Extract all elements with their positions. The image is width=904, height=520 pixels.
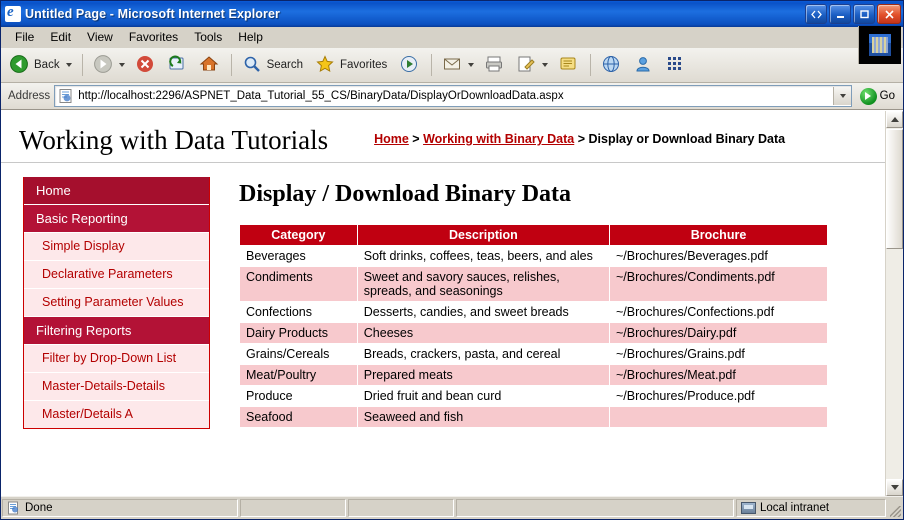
table-row	[240, 344, 828, 365]
cell-description: Soft drinks, coffees, teas, beers, and ales	[357, 246, 609, 267]
cell-category: Condiments	[240, 267, 358, 302]
mail-dropdown-icon[interactable]	[468, 63, 474, 67]
menu-tools[interactable]	[186, 28, 230, 46]
scroll-up-button[interactable]	[886, 111, 903, 128]
title-bar	[1, 1, 903, 27]
menu-file[interactable]	[7, 28, 42, 46]
breadcrumb-section-link[interactable]: Working with Binary Data	[423, 132, 575, 146]
stop-icon	[135, 54, 157, 76]
status-message	[2, 499, 238, 517]
search-button[interactable]	[238, 51, 309, 79]
sidebar-item-filtering-reports[interactable]	[24, 316, 209, 344]
sidebar-item-home-label: Home	[36, 183, 71, 198]
sidebar-item-master-details-a[interactable]	[24, 400, 209, 428]
table-row	[240, 386, 828, 407]
menu-tools-label: Tools	[194, 30, 223, 44]
menu-favorites[interactable]	[121, 28, 186, 46]
messenger-status-button[interactable]	[629, 51, 659, 79]
site-navigation	[23, 177, 210, 429]
binary-data-table	[239, 224, 828, 428]
status-segment-4	[456, 499, 734, 517]
cell-description: Prepared meats	[357, 365, 609, 386]
address-label: Address	[8, 90, 51, 102]
go-icon	[860, 88, 877, 105]
menu-view[interactable]	[79, 28, 121, 46]
edit-page-icon	[516, 54, 538, 76]
scroll-down-button[interactable]	[886, 479, 903, 496]
mail-icon	[442, 54, 464, 76]
resize-grip[interactable]	[887, 497, 903, 519]
chevron-up-icon	[891, 117, 899, 122]
favorites-button[interactable]	[311, 51, 393, 79]
ie-page-icon	[5, 6, 21, 22]
menu-edit-label: Edit	[50, 30, 72, 44]
sidebar-item-filter-by-drop-down-list-label: Filter by Drop-Down List	[42, 351, 177, 365]
cell-category: Produce	[240, 386, 358, 407]
column-header-brochure: Brochure	[609, 225, 827, 246]
sidebar-item-setting-parameter-values[interactable]	[24, 288, 209, 316]
cell-brochure: ~/Brochures/Produce.pdf	[609, 386, 827, 407]
menu-favorites-label: Favorites	[128, 30, 179, 44]
cell-description: Seaweed and fish	[357, 407, 609, 428]
cell-brochure: ~/Brochures/Meat.pdf	[609, 365, 827, 386]
messenger-button[interactable]	[597, 51, 627, 79]
menu-bar	[1, 27, 903, 48]
cell-category: Dairy Products	[240, 323, 358, 344]
refresh-icon	[167, 54, 189, 76]
address-input[interactable]	[54, 85, 851, 107]
menu-edit[interactable]	[42, 28, 79, 46]
research-button[interactable]	[661, 51, 691, 79]
back-dropdown-icon[interactable]	[66, 63, 72, 67]
window-controls	[805, 4, 901, 24]
cell-description: Desserts, candies, and sweet breads	[357, 302, 609, 323]
sidebar-item-simple-display[interactable]	[24, 232, 209, 260]
table-row	[240, 407, 828, 428]
media-button[interactable]	[395, 51, 425, 79]
go-label: Go	[879, 90, 895, 102]
favorites-label: Favorites	[340, 59, 388, 71]
refresh-button[interactable]	[163, 51, 193, 79]
browser-viewport	[1, 110, 903, 496]
menu-help-label: Help	[238, 30, 263, 44]
forward-arrow-icon	[93, 54, 115, 76]
sidebar-item-filtering-reports-label: Filtering Reports	[36, 323, 132, 338]
notes-icon	[558, 54, 580, 76]
cell-description: Dried fruit and bean curd	[357, 386, 609, 407]
cell-brochure: ~/Brochures/Confections.pdf	[609, 302, 827, 323]
status-zone-text: Local intranet	[760, 502, 830, 514]
star-icon	[315, 54, 337, 76]
page-icon	[58, 88, 74, 104]
status-zone	[736, 499, 886, 517]
sidebar-item-declarative-parameters-label: Declarative Parameters	[42, 267, 173, 281]
sidebar-item-setting-parameter-values-label: Setting Parameter Values	[42, 295, 184, 309]
cell-brochure	[609, 407, 827, 428]
restore-group-button[interactable]	[805, 4, 827, 24]
home-button[interactable]	[195, 51, 225, 79]
printer-icon	[484, 54, 506, 76]
sidebar-item-home[interactable]	[24, 177, 209, 204]
page-header	[1, 111, 885, 163]
sidebar-item-master-details-details-label: Master-Details-Details	[42, 379, 165, 393]
toolbar	[1, 48, 903, 83]
sidebar	[1, 163, 201, 429]
chevron-down-icon	[891, 485, 899, 490]
close-button[interactable]	[877, 4, 901, 24]
mail-button[interactable]	[438, 51, 478, 79]
cell-category: Seafood	[240, 407, 358, 428]
address-dropdown-button[interactable]	[833, 87, 851, 105]
page-done-icon	[7, 501, 21, 515]
table-row	[240, 323, 828, 344]
print-button[interactable]	[480, 51, 510, 79]
table-row	[240, 267, 828, 302]
brand-logo	[858, 26, 901, 64]
discuss-button[interactable]	[554, 51, 584, 79]
status-bar	[1, 496, 903, 519]
minimize-button[interactable]	[829, 4, 851, 24]
cell-category: Meat/Poultry	[240, 365, 358, 386]
column-header-category: Category	[240, 225, 358, 246]
maximize-button[interactable]	[853, 4, 875, 24]
grid-icon	[665, 54, 687, 76]
sidebar-item-basic-reporting-label: Basic Reporting	[36, 211, 128, 226]
cell-brochure: ~/Brochures/Beverages.pdf	[609, 246, 827, 267]
cell-brochure: ~/Brochures/Dairy.pdf	[609, 323, 827, 344]
scrollbar-track[interactable]	[886, 249, 903, 479]
media-icon	[399, 54, 421, 76]
scrollbar-thumb[interactable]	[886, 129, 903, 249]
cell-category: Grains/Cereals	[240, 344, 358, 365]
address-url-text: http://localhost:2296/ASPNET_Data_Tutorial_55_CS/BinaryData/DisplayOrDownloadData.aspx	[78, 90, 564, 102]
cell-category: Confections	[240, 302, 358, 323]
breadcrumb-home-link[interactable]: Home	[374, 132, 409, 146]
sidebar-item-declarative-parameters[interactable]	[24, 260, 209, 288]
search-label: Search	[266, 59, 304, 71]
status-segment-3	[348, 499, 454, 517]
table-row	[240, 302, 828, 323]
breadcrumb	[374, 121, 785, 148]
page-title: Display / Download Binary Data	[239, 181, 572, 207]
back-label: Back	[34, 59, 60, 71]
network-icon	[741, 502, 756, 514]
status-segment-2	[240, 499, 346, 517]
forward-button[interactable]	[89, 51, 129, 79]
menu-help[interactable]	[230, 28, 271, 46]
status-message-text: Done	[25, 502, 53, 514]
address-bar	[1, 83, 903, 110]
cell-description: Cheeses	[357, 323, 609, 344]
main-content	[201, 163, 885, 429]
edit-button[interactable]	[512, 51, 552, 79]
table-row	[240, 365, 828, 386]
search-icon	[242, 54, 264, 76]
home-icon	[199, 54, 221, 76]
column-header-description: Description	[357, 225, 609, 246]
stop-button[interactable]	[131, 51, 161, 79]
table-row	[240, 246, 828, 267]
breadcrumb-sep-1: >	[408, 132, 424, 146]
sidebar-item-master-details-details[interactable]	[24, 372, 209, 400]
page-body	[1, 163, 885, 429]
table-header-row	[240, 225, 828, 246]
back-arrow-icon	[9, 54, 31, 76]
cell-category: Beverages	[240, 246, 358, 267]
cell-description: Breads, crackers, pasta, and cereal	[357, 344, 609, 365]
edit-dropdown-icon[interactable]	[542, 63, 548, 67]
menu-view-label: View	[87, 30, 113, 44]
cell-brochure: ~/Brochures/Grains.pdf	[609, 344, 827, 365]
breadcrumb-current: Display or Download Binary Data	[588, 132, 786, 146]
breadcrumb-sep-2: >	[574, 132, 589, 146]
site-title: Working with Data Tutorials	[19, 125, 329, 155]
cell-brochure: ~/Brochures/Condiments.pdf	[609, 267, 827, 302]
go-button[interactable]	[856, 88, 899, 105]
back-button[interactable]	[5, 51, 76, 79]
globe-icon	[601, 54, 623, 76]
person-icon	[633, 54, 655, 76]
sidebar-item-filter-by-drop-down-list[interactable]	[24, 344, 209, 372]
sidebar-item-simple-display-label: Simple Display	[42, 239, 125, 253]
menu-file-label: File	[15, 30, 35, 44]
web-page	[1, 111, 885, 496]
forward-dropdown-icon[interactable]	[119, 63, 125, 67]
sidebar-item-master-details-a-label: Master/Details A	[42, 407, 134, 421]
cell-description: Sweet and savory sauces, relishes, spreads, and seasonings	[357, 267, 609, 302]
sidebar-item-basic-reporting[interactable]	[24, 204, 209, 232]
window-title: Untitled Page - Microsoft Internet Explorer	[25, 7, 281, 21]
vertical-scrollbar[interactable]	[885, 111, 903, 496]
